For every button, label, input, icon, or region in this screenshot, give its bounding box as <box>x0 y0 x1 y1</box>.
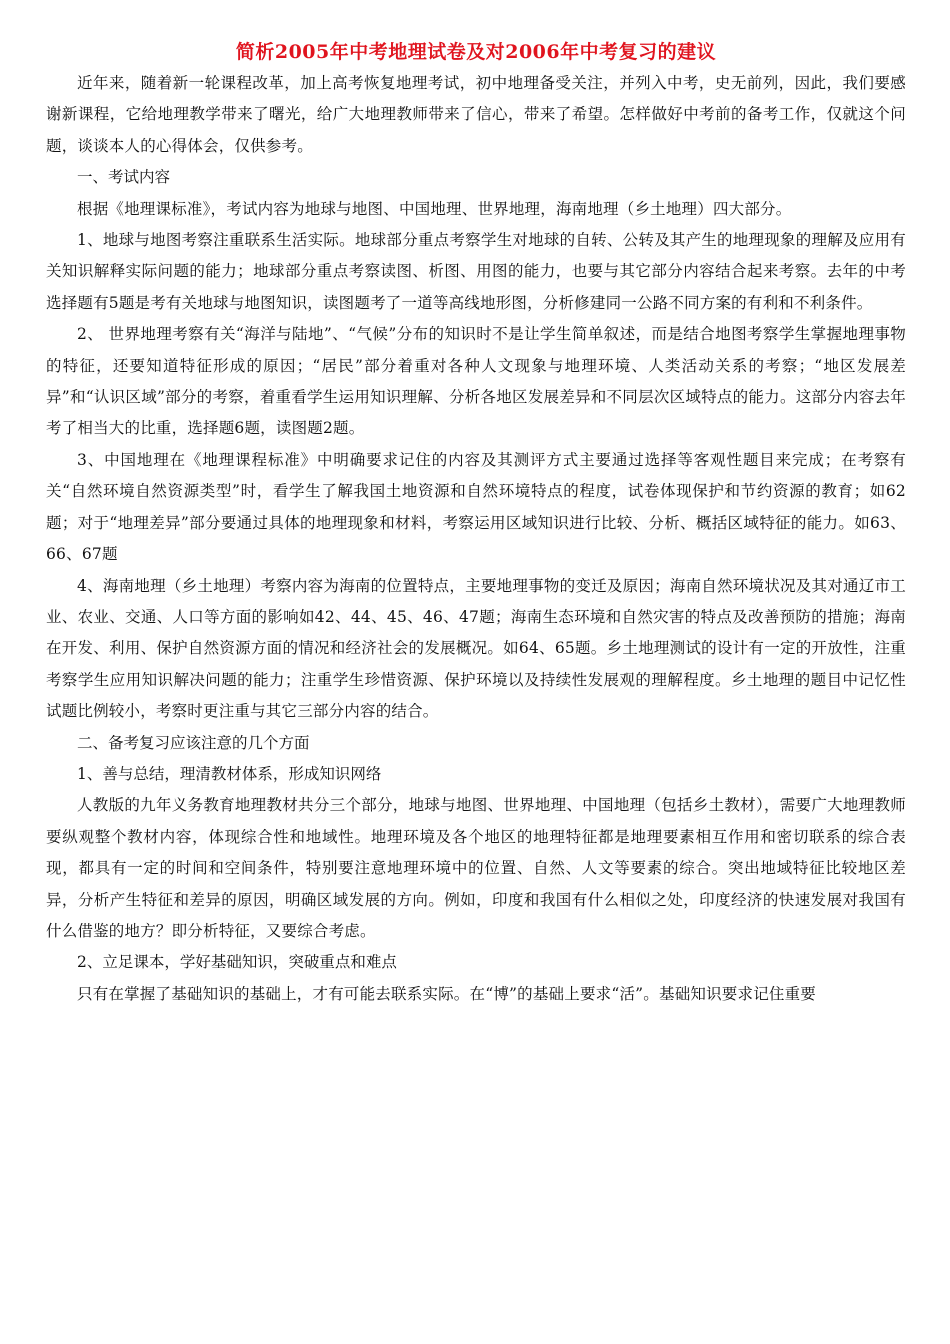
exam-scope-paragraph: 根据《地理课标准》，考试内容为地球与地图、中国地理、世界地理，海南地理（乡土地理）四大部分。 <box>77 199 792 218</box>
hainan-geography-paragraph: 4、海南地理（乡土地理）考察内容为海南的位置特点，主要地理事物的变迁及原因；海南自然环境状况及其对通辽市工业、农业、交通、人口等方面的影响如42、44、45、46、47题；海南生态环境和自然灾害的特点及改善预防的措施；海南在开发、利用、保护自然资源方面的情况和经济社会的发展概况。如64、65题。乡土地理测试的设计有一定的开放性，注重考察学生应用知识解决问题的能力；注重学生珍惜资源、保护环境以及持续性发展观的理解程度。乡土地理的题目中记忆性试题比例较小，考察时更注重与其它三部分内容的结合。 <box>46 576 906 721</box>
earth-map-paragraph: 1、地球与地图考察注重联系生活实际。地球部分重点考察学生对地球的自转、公转及其产生的地理现象的理解及应用有关知识解释实际问题的能力；地球部分重点考察读图、析图、用图的能力，也要与其它部分内容结合起来考察。去年的中考选择题有5题是考有关地球与地图知识，读图题考了一道等高线地形图，分析修建同一公路不同方案的有利和不利条件。 <box>46 231 906 312</box>
document-title: 简析2005年中考地理试卷及对2006年中考复习的建议 <box>235 41 717 63</box>
section-heading-review-advice: 二、备考复习应该注意的几个方面 <box>77 733 310 752</box>
document-page <box>46 38 906 1010</box>
section-heading-exam-content: 一、考试内容 <box>77 168 171 187</box>
textbook-system-paragraph: 人教版的九年义务教育地理教材共分三个部分，地球与地图、世界地理、中国地理（包括乡土教材），需要广大地理教师要纵观整个教材内容，体现综合性和地域性。地理环境及各个地区的地理特征都是地理要素相互作用和密切联系的综合表现，都具有一定的时间和空间条件，特别要注意地理环境中的位置、自然、人文等要素的综合。突出地域特征比较地区差异，分析产生特征和差异的原因，明确区域发展的方向。例如，印度和我国有什么相似之处，印度经济的快速发展对我国有什么借鉴的地方？即分析特征，又要综合考虑。 <box>46 796 906 940</box>
china-geography-paragraph: 3、中国地理在《地理课程标准》中明确要求记住的内容及其测评方式主要通过选择等客观性题目来完成；在考察有关“自然环境自然资源类型”时，看学生了解我国土地资源和自然环境特点的程度，试卷体现保护和节约资源的教育；如62题；对于“地理差异”部分要通过具体的地理现象和材料，考察运用区域知识进行比较、分析、概括区域特征的能力。如63、66、67题 <box>46 450 906 564</box>
subheading-basics: 2、立足课本，学好基础知识，突破重点和难点 <box>77 953 397 972</box>
world-geography-paragraph: 2、 世界地理考察有关“海洋与陆地”、“气候”分布的知识时不是让学生简单叙述，而是结合地图考察学生掌握地理事物的特征，还要知道特征形成的原因；“居民”部分着重对各种人文现象与地理环境、人类活动关系的考察；“地区发展差异”和“认识区域”部分的考察，着重看学生运用知识理解、分析各地区发展差异和不同层次区域特点的能力。这部分内容去年考了相当大的比重，选择题6题，读图题2题。 <box>46 325 906 438</box>
intro-paragraph: 近年来，随着新一轮课程改革，加上高考恢复地理考试，初中地理备受关注，并列入中考，史无前列，因此，我们要感谢新课程，它给地理教学带来了曙光，给广大地理教师带来了信心，带来了希望。怎样做好中考前的备考工作，仅就这个问题，谈谈本人的心得体会，仅供参考。 <box>46 74 906 155</box>
basics-paragraph: 只有在掌握了基础知识的基础上，才有可能去联系实际。在“博”的基础上要求“活”。基础知识要求记住重要 <box>77 984 816 1003</box>
subheading-summarize: 1、善与总结，理清教材体系，形成知识网络 <box>77 764 382 783</box>
